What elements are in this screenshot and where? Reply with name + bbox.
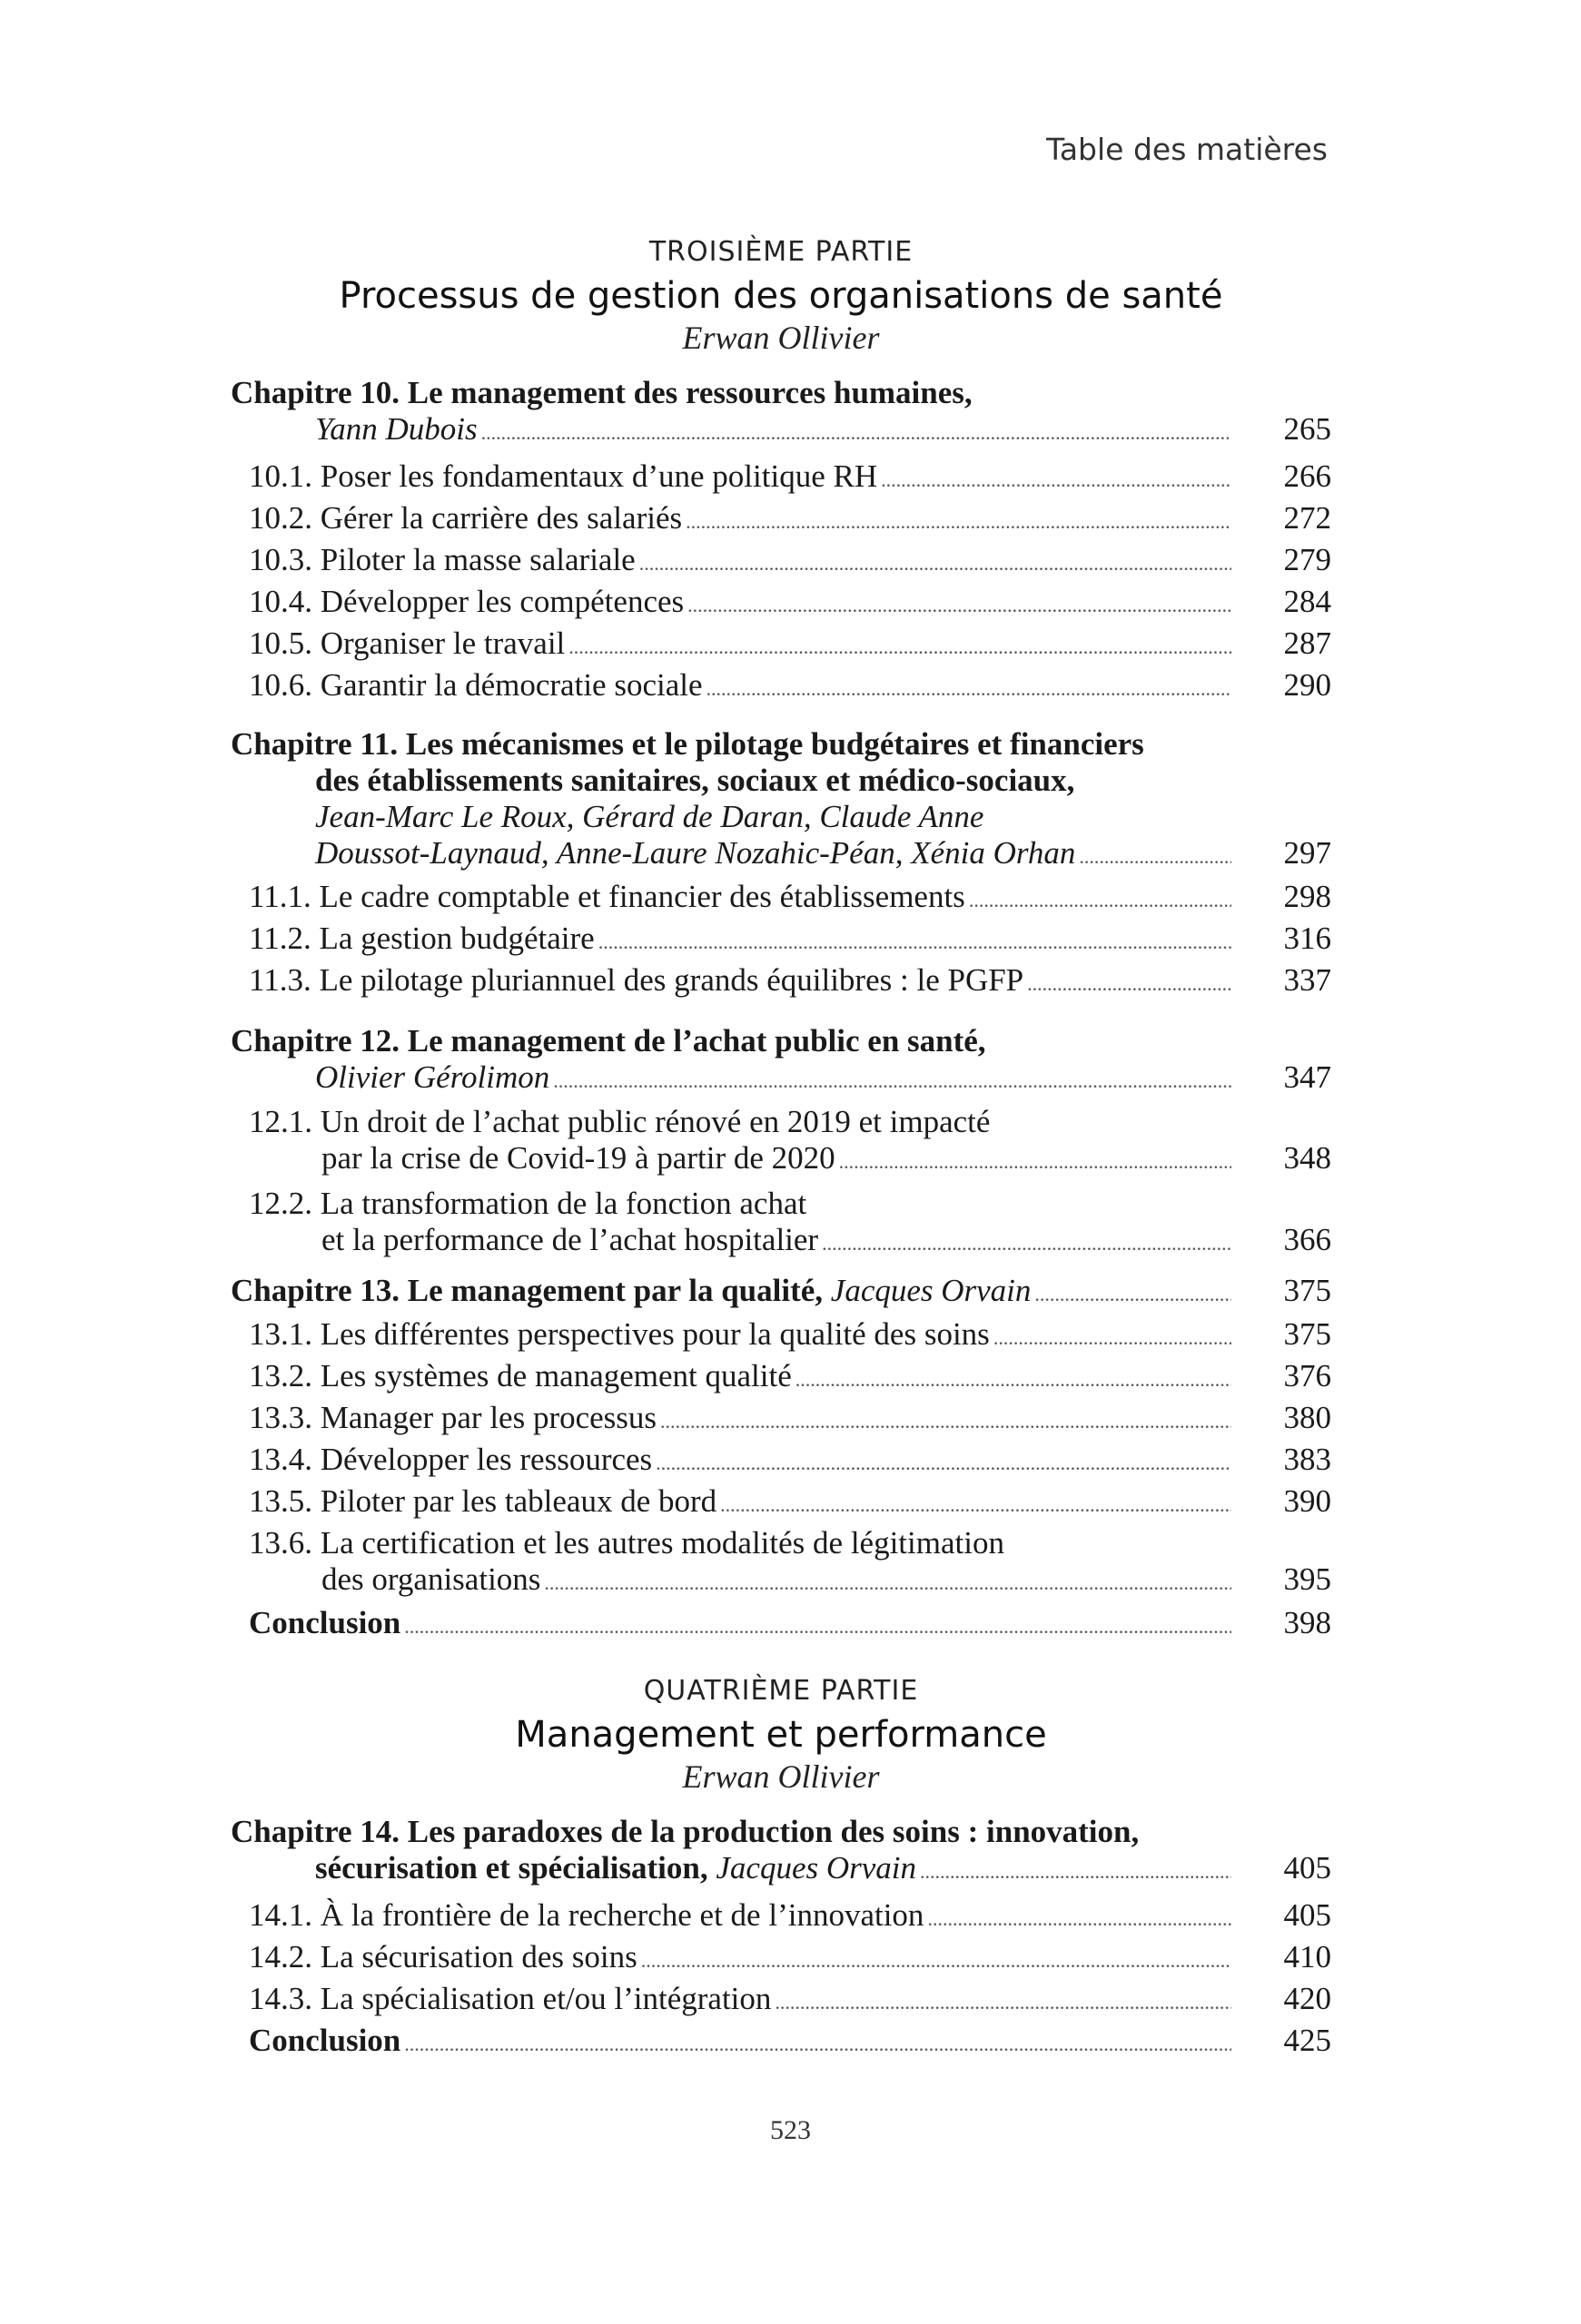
- page-number: 398: [1283, 1605, 1331, 1640]
- leader-dots: [639, 546, 1231, 582]
- leader-dots: [775, 1984, 1231, 2021]
- toc-section-row[interactable]: [249, 1981, 1331, 2023]
- leader-dots: [404, 2026, 1231, 2063]
- page-number: 383: [1283, 1442, 1331, 1477]
- page-number: 298: [1283, 879, 1331, 914]
- part-title: Processus de gestion des organisations de santé: [339, 275, 1223, 317]
- leader-dots: [660, 1403, 1231, 1440]
- toc-section-row[interactable]: [249, 1939, 1331, 1981]
- leader-dots: [993, 1320, 1231, 1356]
- leader-dots: [720, 1487, 1231, 1523]
- leader-dots: [927, 1901, 1231, 1937]
- running-head: Table des matières: [1046, 132, 1328, 167]
- toc-conclusion-row[interactable]: [249, 2023, 1331, 2063]
- toc-section-row[interactable]: [249, 625, 1331, 667]
- toc-section-row[interactable]: [249, 584, 1331, 625]
- chapter-authors: Jean-Marc Le Roux, Gérard de Daran, Claude Anne: [315, 799, 984, 834]
- section-number: 10.6.: [249, 667, 312, 703]
- page-number: 347: [1283, 1059, 1331, 1095]
- page-number: 425: [1283, 2023, 1331, 2058]
- page-number: 405: [1283, 1850, 1331, 1886]
- section-number: 13.5.: [249, 1483, 312, 1519]
- leader-dots: [404, 1609, 1231, 1645]
- leader-dots: [969, 882, 1231, 919]
- section-number: 13.4.: [249, 1442, 312, 1477]
- chapter-12-entry[interactable]: [231, 1023, 1331, 1099]
- chapter-heading: Chapitre 11. Les mécanismes et le pilotage budgétaires et financiers: [231, 726, 1144, 762]
- leader-dots: [481, 415, 1231, 451]
- section-number: 10.3.: [249, 542, 312, 577]
- chapter-author-row: [231, 411, 1331, 451]
- leader-dots: [553, 1063, 1231, 1099]
- leader-dots: [598, 924, 1231, 960]
- section-title: Un droit de l’achat public rénové en 2019 et impacté: [320, 1104, 991, 1139]
- toc-section-row[interactable]: [249, 921, 1331, 962]
- toc-section-row[interactable]: [249, 1400, 1331, 1442]
- chapter-10-entry[interactable]: [231, 375, 1331, 451]
- toc-section-row[interactable]: [249, 667, 1331, 709]
- chapter-authors-continued: Doussot-Laynaud, Anne-Laure Nozahic-Péan, Xénia Orhan: [315, 835, 1076, 871]
- conclusion-title: Conclusion: [249, 1605, 401, 1640]
- section-title: La spécialisation et/ou l’intégration: [320, 1981, 772, 2016]
- page-number: 337: [1283, 962, 1331, 998]
- section-title: Le cadre comptable et financier des établissements: [319, 879, 965, 914]
- page-number: 366: [1283, 1222, 1331, 1257]
- chapter-heading: Chapitre 13. Le management par la qualité,: [231, 1273, 824, 1308]
- part-author: Erwan Ollivier: [682, 1758, 880, 1795]
- section-title-continued: et la performance de l’achat hospitalier: [321, 1222, 819, 1257]
- chapter-heading: Chapitre 14. Les paradoxes de la production des soins : innovation,: [231, 1814, 1140, 1849]
- section-title: La sécurisation des soins: [320, 1939, 637, 1974]
- section-title: Piloter par les tableaux de bord: [320, 1483, 717, 1519]
- toc-section-row[interactable]: [249, 1358, 1331, 1400]
- part-author: Erwan Ollivier: [682, 320, 880, 356]
- section-title: Gérer la carrière des salariés: [320, 500, 683, 536]
- chapter-heading: Chapitre 10. Le management des ressources humaines,: [231, 375, 973, 410]
- section-title: Les systèmes de management qualité: [320, 1358, 792, 1393]
- section-number: 12.2.: [249, 1186, 312, 1221]
- section-title: Le pilotage pluriannuel des grands équilibres : le PGFP: [319, 962, 1024, 998]
- page-number: 290: [1283, 667, 1331, 703]
- leader-dots: [1034, 1276, 1231, 1313]
- section-number: 13.3.: [249, 1400, 312, 1435]
- page-number: 272: [1283, 500, 1331, 536]
- part-label: QUATRIÈME PARTIE: [643, 1675, 919, 1707]
- chapter-14-entry[interactable]: [231, 1814, 1331, 1890]
- page-number: 287: [1283, 625, 1331, 661]
- section-title: La gestion budgétaire: [319, 921, 595, 956]
- folio-page-number: 523: [770, 2115, 811, 2145]
- page-number: 395: [1283, 1561, 1331, 1597]
- leader-dots: [687, 587, 1231, 624]
- chapter-heading: Chapitre 12. Le management de l’achat public en santé,: [231, 1023, 986, 1059]
- leader-dots: [795, 1362, 1231, 1398]
- chapter-author: Olivier Gérolimon: [315, 1059, 550, 1095]
- page-number: 380: [1283, 1400, 1331, 1435]
- section-title: Piloter la masse salariale: [320, 542, 636, 577]
- chapter-heading-continued: sécurisation et spécialisation,: [315, 1850, 708, 1886]
- section-number: 14.2.: [249, 1939, 312, 1974]
- leader-dots: [707, 671, 1231, 707]
- toc-section-row[interactable]: [249, 962, 1331, 1004]
- page-number: 390: [1283, 1483, 1331, 1519]
- section-number: 14.1.: [249, 1897, 312, 1933]
- conclusion-title: Conclusion: [249, 2023, 401, 2058]
- leader-dots: [568, 629, 1231, 665]
- toc-section-row[interactable]: [249, 879, 1331, 921]
- toc-section-row[interactable]: [249, 542, 1331, 584]
- page-number: 375: [1283, 1316, 1331, 1352]
- section-number: 11.3.: [249, 962, 311, 998]
- section-title: La certification et les autres modalités de légitimation: [320, 1525, 1004, 1561]
- chapter-heading-continued: des établissements sanitaires, sociaux et médico-sociaux,: [315, 763, 1075, 798]
- leader-dots: [1079, 839, 1231, 875]
- section-title: Organiser le travail: [320, 625, 566, 661]
- page-number: 297: [1283, 835, 1331, 871]
- page-number: 376: [1283, 1358, 1331, 1393]
- toc-section-row[interactable]: [249, 458, 1331, 500]
- toc-section-row[interactable]: [249, 1316, 1331, 1358]
- page-number: 266: [1283, 458, 1331, 494]
- leader-dots: [822, 1226, 1231, 1262]
- chapter-14-sections: [249, 1897, 1331, 2063]
- chapter-12-sections: [249, 1104, 1331, 1262]
- chapter-author-row: [231, 835, 1331, 875]
- chapter-heading-row: [231, 1850, 1331, 1890]
- page-number: 375: [1283, 1273, 1331, 1308]
- page-number: 410: [1283, 1939, 1331, 1974]
- section-number: 13.2.: [249, 1358, 312, 1393]
- toc-section-row[interactable]: [249, 1104, 1331, 1180]
- toc-section-row[interactable]: [249, 1525, 1331, 1601]
- section-title-continued: des organisations: [321, 1561, 541, 1597]
- leader-dots: [544, 1565, 1231, 1601]
- chapter-13-entry[interactable]: [231, 1273, 1331, 1313]
- chapter-author: Jacques Orvain: [830, 1273, 1032, 1308]
- chapter-11-sections: [249, 879, 1331, 1004]
- toc-conclusion-row[interactable]: [249, 1605, 1331, 1645]
- chapter-author: Yann Dubois: [315, 411, 478, 447]
- part-title: Management et performance: [515, 1714, 1047, 1756]
- chapter-author: Jacques Orvain: [716, 1850, 917, 1886]
- part-label: TROISIÈME PARTIE: [648, 236, 914, 268]
- section-number: 12.1.: [249, 1104, 312, 1139]
- chapter-10-sections: [249, 458, 1331, 709]
- page-number: 316: [1283, 921, 1331, 956]
- chapter-heading-row: [231, 1273, 1331, 1313]
- leader-dots: [641, 1943, 1231, 1979]
- page-number: 405: [1283, 1897, 1331, 1933]
- toc-section-row[interactable]: [249, 1442, 1331, 1483]
- chapter-13-sections: [249, 1316, 1331, 1645]
- section-number: 13.6.: [249, 1525, 312, 1561]
- section-number: 11.1.: [249, 879, 311, 914]
- section-title: La transformation de la fonction achat: [320, 1186, 807, 1221]
- toc-section-row[interactable]: [249, 1186, 1331, 1262]
- page-number: 265: [1283, 411, 1331, 447]
- section-title-continued: par la crise de Covid-19 à partir de 2020: [321, 1140, 835, 1176]
- section-number: 10.1.: [249, 458, 312, 494]
- leader-dots: [881, 462, 1231, 498]
- section-title: Manager par les processus: [320, 1400, 657, 1435]
- section-title: Les différentes perspectives pour la qualité des soins: [320, 1316, 990, 1352]
- leader-dots: [1027, 966, 1231, 1002]
- page-number: 420: [1283, 1981, 1331, 2016]
- part-header-3: [231, 236, 1331, 357]
- leader-dots: [656, 1445, 1231, 1482]
- section-number: 10.4.: [249, 584, 312, 619]
- leader-dots: [839, 1144, 1231, 1180]
- section-number: 10.5.: [249, 625, 312, 661]
- section-title: Développer les ressources: [320, 1442, 653, 1477]
- section-title: À la frontière de la recherche et de l’innovation: [320, 1897, 924, 1933]
- leader-dots: [686, 504, 1231, 540]
- section-number: 14.3.: [249, 1981, 312, 2016]
- section-number: 11.2.: [249, 921, 311, 956]
- section-title: Poser les fondamentaux d’une politique RH: [320, 458, 878, 494]
- toc-section-row[interactable]: [249, 1897, 1331, 1939]
- toc-section-row[interactable]: [249, 1483, 1331, 1525]
- chapter-author-row: [231, 1059, 1331, 1099]
- section-number: 13.1.: [249, 1316, 312, 1352]
- chapter-11-entry[interactable]: [231, 726, 1331, 875]
- part-header-4: [231, 1675, 1331, 1796]
- toc-section-row[interactable]: [249, 500, 1331, 542]
- page-number: 348: [1283, 1140, 1331, 1176]
- section-title: Développer les compétences: [320, 584, 685, 619]
- section-number: 10.2.: [249, 500, 312, 536]
- section-title: Garantir la démocratie sociale: [320, 667, 703, 703]
- page-number: 279: [1283, 542, 1331, 577]
- leader-dots: [920, 1854, 1231, 1890]
- page-number: 284: [1283, 584, 1331, 619]
